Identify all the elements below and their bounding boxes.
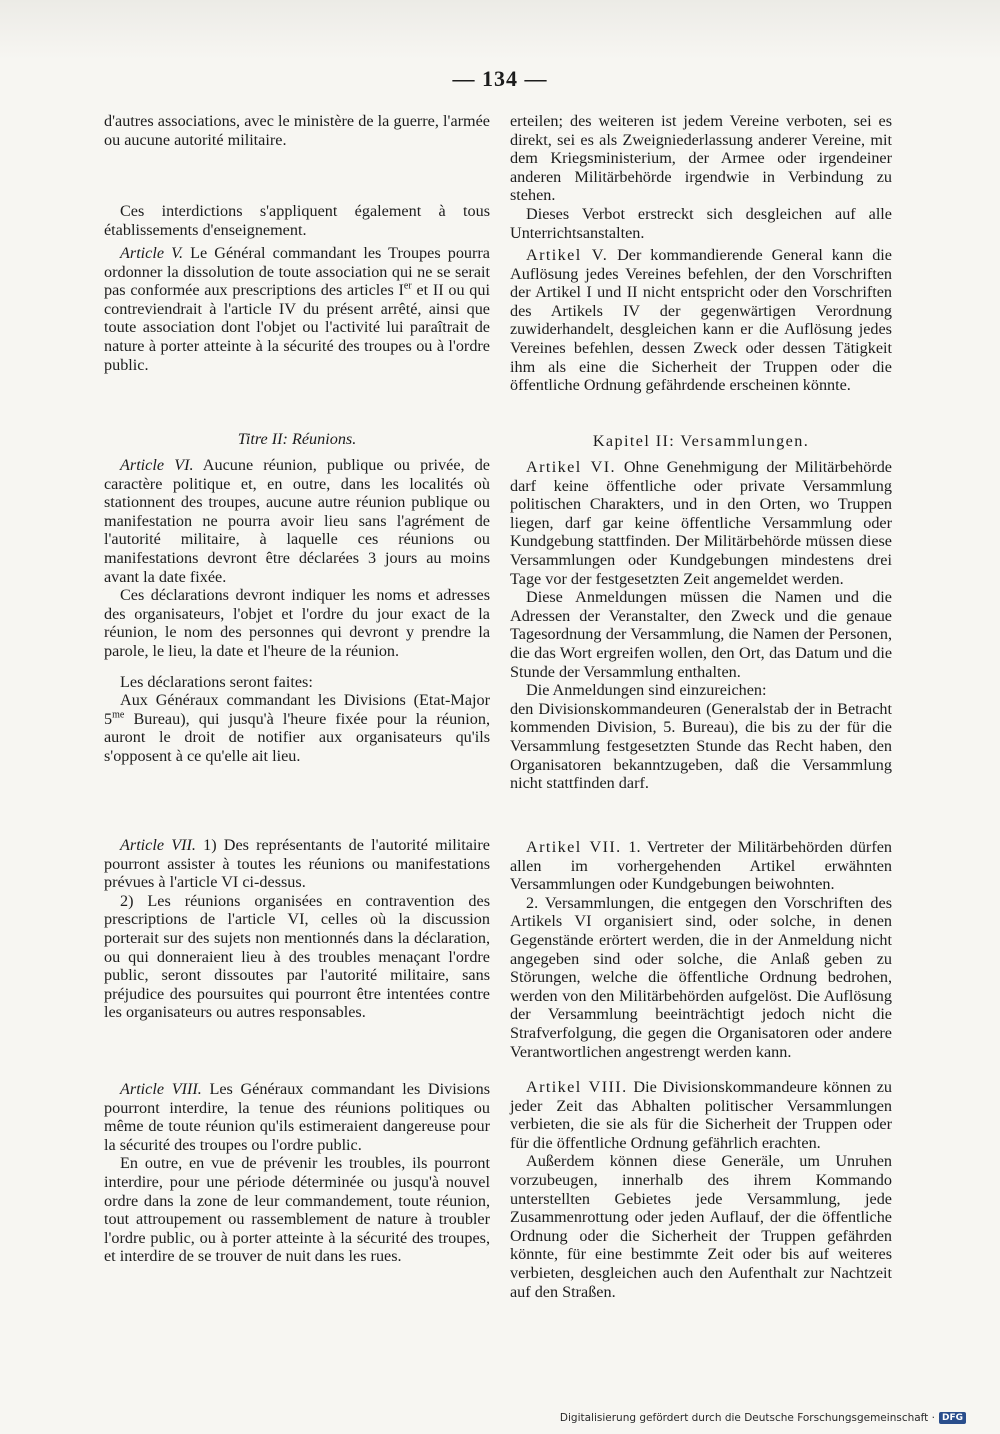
de-kapitel-2-block <box>510 432 892 451</box>
fr-article-6 <box>104 456 490 766</box>
de-artikel-5-text: Der kommandierende General kann die Auflösung jedes Vereines befehlen, der den Vorschriften der Artikel I und II nicht entspricht oder den Vorschriften des Artikels IV der gegenwärtigen Verordnung zuwiderhandelt, desgleichen kann er die Auflösung jedes Vereines befehlen, dessen Zweck oder dessen Tätigkeit ihm als eine die Sicherheit der Truppen oder die öffentliche Ordnung gefährdende erscheinen könnte. <box>510 246 892 395</box>
fr-article-6-label: Article VI. <box>120 456 194 474</box>
de-kapitel-2: Kapitel II: Versammlungen. <box>592 432 810 450</box>
fr-article-6-para-4 <box>104 691 490 765</box>
de-artikel-7-label: Artikel VII. <box>526 838 622 856</box>
fr-titre-2: Titre II: Réunions. <box>237 430 357 448</box>
de-artikel-7-text: 1. Vertreter der Militärbehörden dürfen allen im vorhergehenden Artikel erwähnten Versammlungen oder Kundgebungen beiwohnten. <box>510 838 892 894</box>
de-artikel-5-label: Artikel V. <box>526 246 609 264</box>
de-artikel-8-text: Die Divisionskommandeure können zu jeder Zeit das Abhalten politischer Versammlungen verbieten, die sie als für die Sicherheit der Truppen oder für die öffentliche Ordnung gefährlich erachten. <box>510 1078 892 1152</box>
fr-article-8 <box>104 1080 490 1266</box>
de-artikel-8-para <box>510 1078 892 1152</box>
fr-article-6-para-3: Les déclarations seront faites: <box>120 672 313 691</box>
fr-article-8-para-2: En outre, en vue de prévenir les troubles, ils pourront interdire, pour une période déterminée ou jusqu'à nouvel ordre dans la zone de leur commandement, toute réunion, tout attroupement ou rassemblement de nature à troubler l'ordre public, ou à porter atteinte à la sécurité des troupes, et interdire de se trouver de nuit dans les rues. <box>104 1154 490 1266</box>
fr-article-8-para <box>104 1080 490 1154</box>
page-number: — 134 — <box>452 66 548 91</box>
fr-article-8-text: Les Généraux commandant les Divisions pourront interdire, la tenue des réunions politiques ou même de toute réunion qu'ils estimeraient dangereuse pour la sécurité des troupes ou l'ordre public. <box>104 1080 490 1154</box>
de-artikel-6 <box>510 458 892 793</box>
fr-titre-2-block <box>104 430 490 449</box>
fr-article-6-para-4b: Bureau), qui jusqu'à l'heure fixée pour la réunion, auront le droit de notifier aux organisateurs qu'ils s'opposent à ce qu'elle ait lieu. <box>104 709 490 765</box>
de-artikel-6-label: Artikel VI. <box>526 458 616 476</box>
de-artikel-6-text: Ohne Genehmigung der Militärbehörde darf keine öffentliche oder private Versammlung politischen Charakters, und in den Orten, wo Truppen liegen, darf gar keine öffentliche Versammlung oder Kundgebung stattfinden. Der Militärbehörde müssen diese Versammlungen oder Kundgebungen mindestens drei Tage vor der festgesetzten Zeit angemeldet werden. <box>510 458 892 588</box>
fr-article-5-text2: et II ou qui contreviendrait à l'article IV du présent arrêté, ainsi que toute association dont l'objet ou l'activité lui paraîtrait de nature à porter atteinte à la sécurité des troupes ou à l'ordre public. <box>104 281 490 374</box>
fr-intro: d'autres associations, avec le ministère de la guerre, l'armée ou aucune autorité militaire. <box>104 112 490 149</box>
de-artikel-5-para <box>510 246 892 395</box>
fr-article-5 <box>104 244 490 374</box>
scan-header-noise <box>0 0 1000 60</box>
fr-article-5-text: Le Général commandant les Troupes pourra ordonner la dissolution de toute association qui ne se serait pas conformée aux prescriptions des articles I <box>104 244 490 300</box>
de-artikel-6-para-4: den Divisionskommandeuren (Generalstab der in Betracht kommenden Division, 5. Bureau), die bis zu der für die Versammlung festgesetzten Stunde das Recht haben, den Organisatoren bekanntzugeben, daß die Versammlung nicht stattfinden darf. <box>510 699 892 793</box>
de-artikel-6-para <box>510 458 892 588</box>
fr-article-5-sup: er <box>403 280 412 292</box>
fr-article-7-para <box>104 836 490 892</box>
credit-text: Digitalisierung gefördert durch die Deutsche Forschungsgemeinschaft · <box>559 1412 935 1424</box>
de-artikel-5 <box>510 246 892 395</box>
fr-article-5-para <box>104 244 490 374</box>
fr-article-5-label: Article V. <box>120 244 184 262</box>
de-verbot: Dieses Verbot erstreckt sich desgleichen auf alle Unterrichtsanstalten. <box>510 204 892 242</box>
de-intro: erteilen; des weiteren ist jedem Vereine verboten, sei es direkt, sei es als Zweigniederlassung anderer Vereine, mit dem Kriegsministerium, der Armee oder irgendeiner anderen Militärbehörde irgendwie in Verbindung zu stehen. <box>510 112 892 205</box>
de-intro-block <box>510 112 892 242</box>
de-artikel-6-para-3: Die Anmeldungen sind einzureichen: <box>526 681 767 700</box>
de-artikel-8 <box>510 1078 892 1301</box>
fr-article-7-text: 1) Des représentants de l'autorité militaire pourront assister à toutes les réunions ou manifestations prévues à l'article VI ci-dessus. <box>104 836 490 892</box>
fr-article-7-label: Article VII. <box>120 836 196 854</box>
fr-article-6-para-2: Ces déclarations devront indiquer les noms et adresses des organisateurs, l'objet et l'ordre du jour exact de la réunion, le nom des personnes qui devront y prendre la parole, le lieu, la date et l'heure de la réunion. <box>104 586 490 660</box>
de-artikel-7 <box>510 838 892 1061</box>
de-artikel-7-para <box>510 838 892 894</box>
fr-article-6-para-4a: Aux Généraux commandant les Divisions (Etat-Major 5 <box>104 691 490 728</box>
digitization-credit <box>560 1412 966 1424</box>
fr-article-7 <box>104 836 490 1022</box>
fr-intro-block <box>104 112 490 149</box>
fr-article-7-para-2: 2) Les réunions organisées en contravention des prescriptions de l'article VI, celles où la discussion porterait sur des sujets non mentionnés dans la déclaration, ou qui donneraient lieu à des troubles menaçant l'ordre public, seront dissoutes par l'autorité militaire, sans préjudice des poursuites qui pourront être intentées contre les organisateurs ou autres responsables. <box>104 891 490 1022</box>
de-artikel-6-para-2: Diese Anmeldungen müssen die Namen und die Adressen der Veranstalter, den Zweck und die genaue Tagesordnung der Versammlung, die Namen der Personen, die das Wort ergreifen wollen, den Ort, das Datum und die Stunde der Versammlung enthalten. <box>510 588 892 681</box>
de-artikel-8-label: Artikel VIII. <box>526 1078 628 1096</box>
fr-interdictions: Ces interdictions s'appliquent également à tous établissements d'enseignement. <box>104 202 490 239</box>
fr-article-6-para <box>104 456 490 586</box>
fr-article-6-sup: me <box>112 709 125 721</box>
de-artikel-7-para-2: 2. Versammlungen, die entgegen den Vorschriften des Artikels VI organisiert sind, oder solche, in denen Gegenstände erörtert werden, die in der Anmeldung nicht angegeben sind oder solche, die Anlaß geben zu Störungen, welche die öffentliche Ordnung bedrohen, werden von den Militärbehörden aufgelöst. Die Auflösung der Versammlung beeinträchtigt jedoch nicht die Strafverfolgung, die gegen die Organisatoren oder andere Verantwortlichen angestrengt werden kann. <box>510 893 892 1061</box>
dfg-logo: DFG <box>939 1412 966 1424</box>
fr-article-8-label: Article VIII. <box>120 1080 202 1098</box>
fr-interdictions-block <box>104 202 490 239</box>
de-artikel-8-para-2: Außerdem können diese Generäle, um Unruhen vorzubeugen, innerhalb des ihrem Kommando unterstellten Gebietes jede Versammlung, jede Zusammenrottung oder jeden Auflauf, der die öffentliche Ordnung oder die Sicherheit der Truppen gefährden könnte, für eine bestimmte Zeit oder bis auf weiteres verbieten, desgleichen auch den Aufenthalt zur Nachtzeit auf den Straßen. <box>510 1152 892 1301</box>
fr-article-6-text: Aucune réunion, publique ou privée, de caractère politique et, en outre, dans les localités où stationnent des troupes, aucune autre réunion publique ou manifestation ne pourra avoir lieu sans l'agrément de l'autorité militaire, à laquelle ces réunions ou manifestations devront être déclarées 3 jours au moins avant la date fixée. <box>104 456 490 586</box>
